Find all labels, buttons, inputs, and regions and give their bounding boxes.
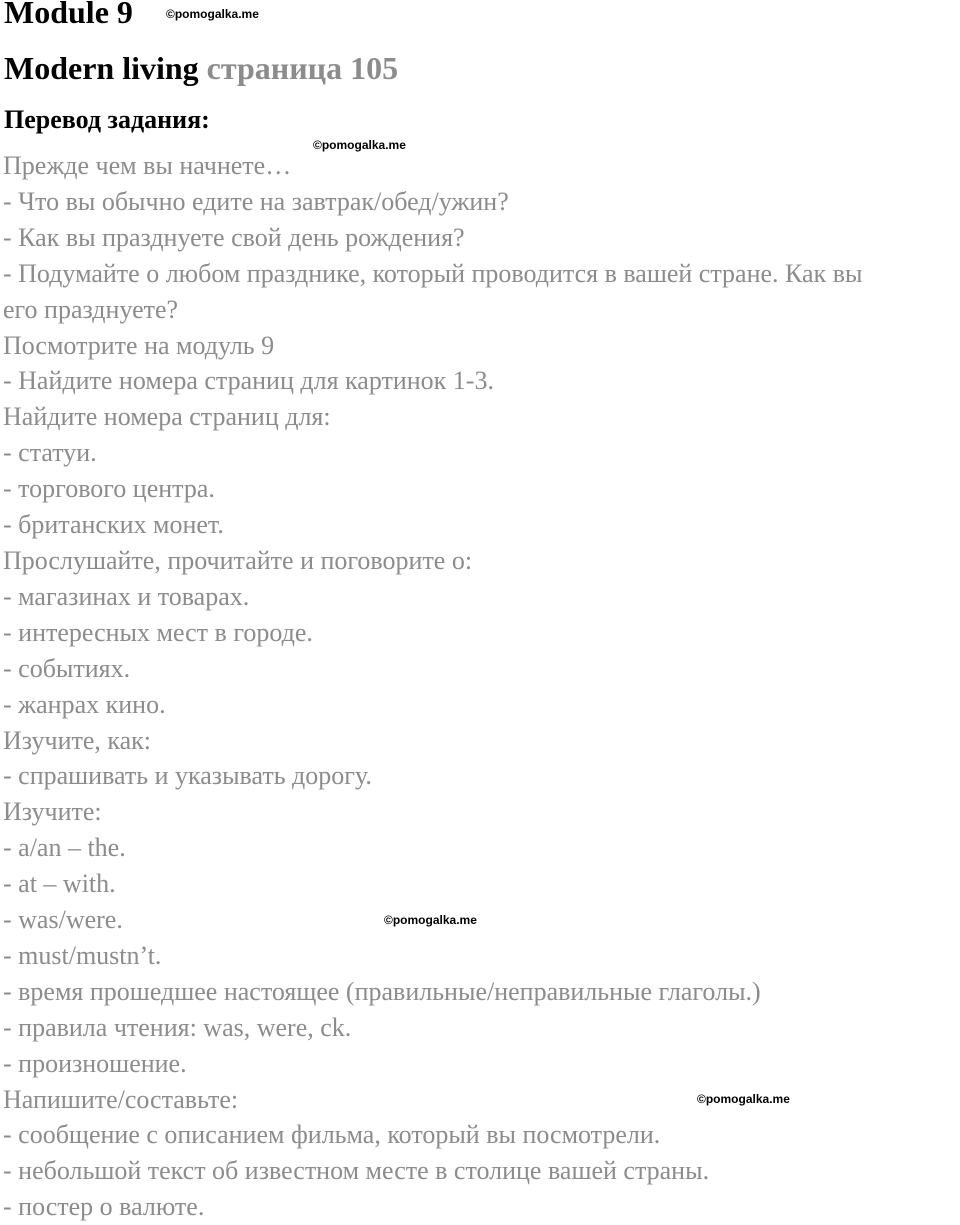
text-line: - постер о валюте. bbox=[3, 1192, 205, 1222]
text-line: Найдите номера страниц для: bbox=[3, 402, 331, 432]
text-line: - произношение. bbox=[3, 1048, 187, 1078]
watermark: ©pomogalka.me bbox=[384, 913, 477, 927]
text-line: - правила чтения: was, were, ck. bbox=[3, 1012, 352, 1042]
text-line: Прослушайте, прочитайте и поговорите о: bbox=[3, 545, 473, 575]
text-line: - Найдите номера страниц для картинок 1-3. bbox=[3, 366, 494, 396]
text-line: - спрашивать и указывать дорогу. bbox=[3, 761, 372, 791]
page-reference: страница 105 bbox=[206, 50, 399, 86]
section-heading: Перевод задания: bbox=[4, 105, 210, 134]
text-line: - небольшой текст об известном месте в столице вашей страны. bbox=[3, 1156, 710, 1186]
text-line: - магазинах и товарах. bbox=[3, 581, 250, 611]
text-line: - must/mustn’t. bbox=[3, 940, 162, 970]
module-title: Module 9 bbox=[4, 0, 133, 30]
text-line: Напишите/составьте: bbox=[3, 1084, 239, 1114]
text-line: Прежде чем вы начнете… bbox=[3, 151, 292, 180]
text-line: Изучите: bbox=[3, 797, 102, 827]
translation-text bbox=[3, 148, 960, 1225]
text-line: - жанрах кино. bbox=[3, 689, 166, 719]
text-line: - Что вы обычно едите на завтрак/обед/ужин? bbox=[3, 186, 509, 216]
lesson-name: Modern living bbox=[4, 50, 199, 86]
lesson-title bbox=[4, 48, 398, 88]
text-line: - a/an – the. bbox=[3, 833, 126, 863]
text-line: - интересных мест в городе. bbox=[3, 617, 313, 647]
text-line: - at – with. bbox=[3, 869, 116, 899]
text-line: - торгового центра. bbox=[3, 474, 215, 504]
text-line: - Как вы празднуете свой день рождения? bbox=[3, 222, 465, 252]
text-line: - время прошедшее настоящее (правильные/неправильные глаголы.) bbox=[3, 976, 761, 1006]
watermark: ©pomogalka.me bbox=[697, 1092, 790, 1106]
text-line: Посмотрите на модуль 9 bbox=[3, 330, 275, 360]
text-line: - Подумайте о любом празднике, который проводится в вашей стране. Как вы bbox=[3, 258, 863, 288]
watermark: ©pomogalka.me bbox=[313, 138, 406, 152]
text-line: - was/were. bbox=[3, 905, 123, 935]
text-line: его празднуете? bbox=[3, 294, 179, 324]
text-line: - событиях. bbox=[3, 653, 131, 683]
text-line: - статуи. bbox=[3, 438, 97, 468]
text-line: - сообщение с описанием фильма, который вы посмотрели. bbox=[3, 1120, 661, 1150]
text-line: - британских монет. bbox=[3, 510, 224, 540]
text-line: Изучите, как: bbox=[3, 725, 152, 755]
watermark: ©pomogalka.me bbox=[166, 7, 259, 21]
